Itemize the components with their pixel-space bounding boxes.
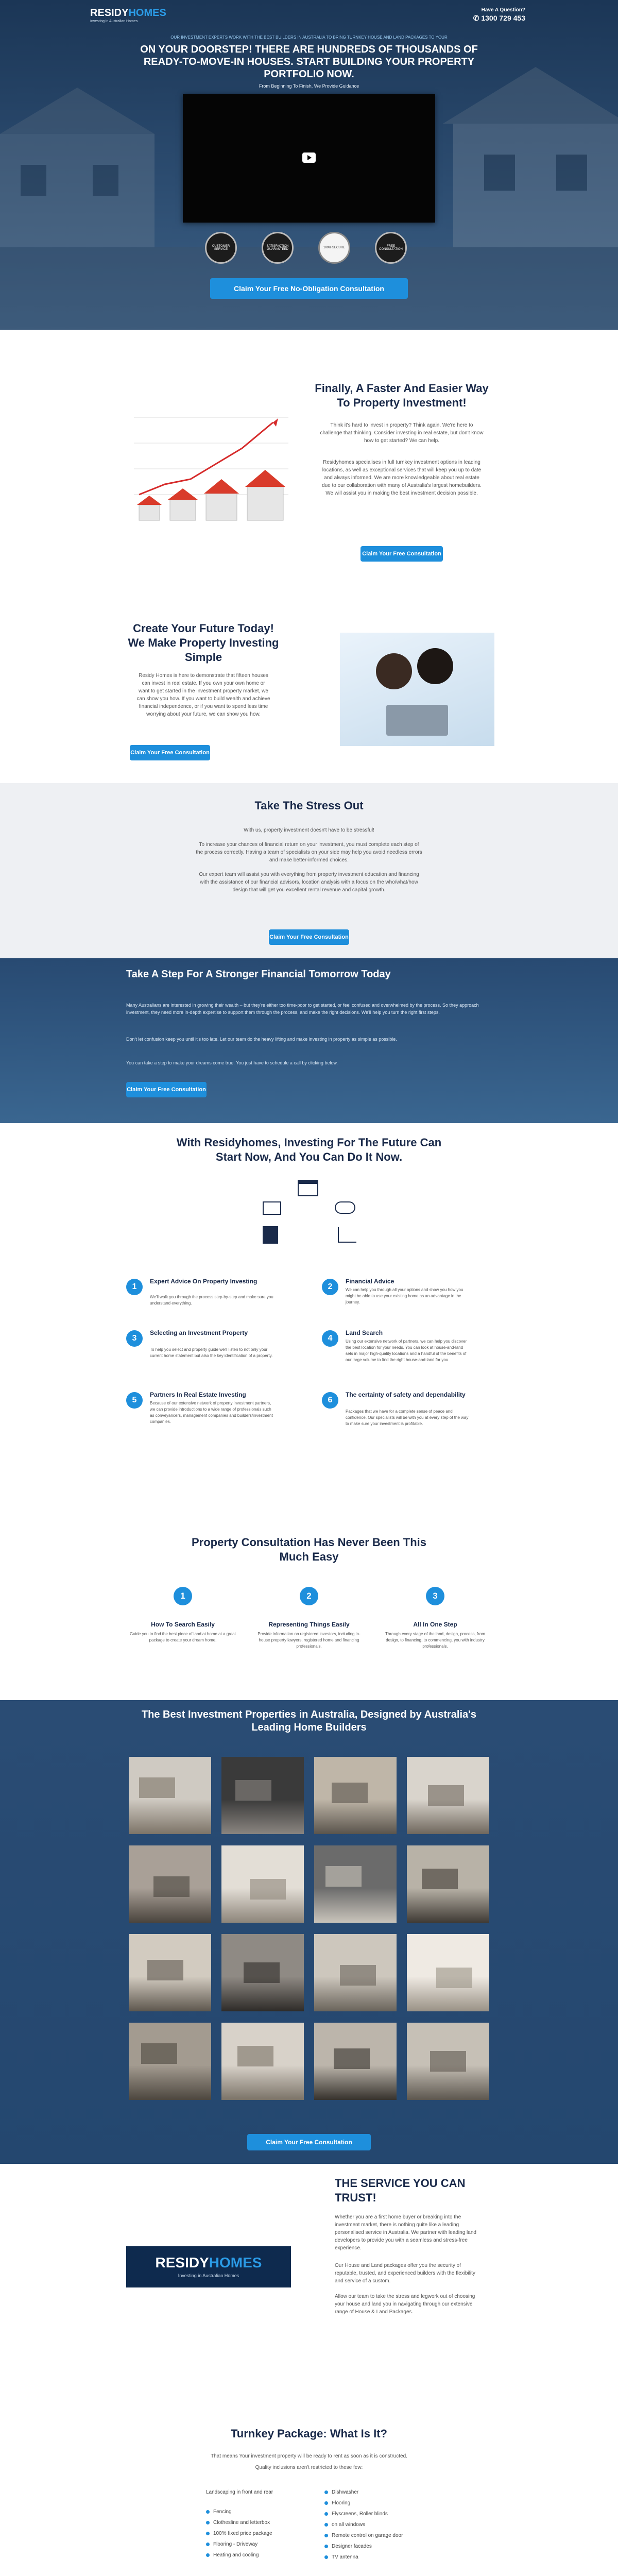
- badge-label: FREE CONSULTATION: [379, 245, 403, 251]
- feature-number-badge: 2: [322, 1279, 338, 1295]
- logo-accent: HOMES: [128, 7, 166, 19]
- photo-detail: [332, 1783, 368, 1803]
- step-section: [0, 958, 618, 1123]
- step-number-badge: 1: [174, 1587, 192, 1605]
- customer-service-badge: [205, 232, 237, 264]
- bullet-icon: [324, 2534, 328, 2537]
- chart-icon: [338, 1227, 356, 1243]
- building-icon: [263, 1226, 278, 1244]
- step-title: Representing Things Easily: [268, 1621, 350, 1628]
- step-title: All In One Step: [413, 1621, 457, 1628]
- step-paragraph-2: Don't let confusion keep you until it's too late. Let our team do the heavy lifting and make investing in property as simple as possible.: [126, 1037, 397, 1042]
- photo-detail: [250, 1879, 286, 1900]
- consult-step-2: [252, 1587, 366, 1650]
- inclusion-item: [206, 2530, 299, 2537]
- trust-paragraph-3: Allow our team to take the stress and legwork out of choosing your house and land you in navigating through our extensive range of House & Land Packages.: [335, 2294, 475, 2315]
- feature-title: The certainty of safety and dependability: [346, 1391, 466, 1398]
- faster-cta-button[interactable]: Claim Your Free Consultation: [360, 546, 443, 562]
- person-2: [417, 648, 453, 684]
- photo-detail: [139, 1777, 175, 1798]
- future-cta-button[interactable]: Claim Your Free Consultation: [130, 745, 210, 760]
- turnkey-title: Turnkey Package: What Is It?: [230, 2427, 387, 2440]
- property-photo[interactable]: [407, 1934, 489, 2011]
- trust-logo-banner: [126, 2246, 291, 2287]
- inclusion-item: [324, 2543, 417, 2550]
- growth-chart-houses-image: [124, 402, 299, 536]
- logo-tagline: Investing in Australian Homes: [90, 20, 138, 23]
- feature-5: [126, 1391, 296, 1443]
- person-1: [376, 653, 412, 689]
- inclusion-item: [206, 2540, 299, 2548]
- inclusion-item: [324, 2532, 417, 2539]
- bullet-icon: [206, 2553, 210, 2557]
- badge-label: SATISFACTION GUARANTEED: [266, 245, 289, 251]
- feature-number-badge: 4: [322, 1330, 338, 1347]
- turnkey-paragraph-1: That means Your investment property will be ready to rent as soon as it is constructed.: [211, 2453, 407, 2459]
- trust-logo-tagline: Investing in Australian Homes: [178, 2273, 239, 2278]
- property-photo[interactable]: [129, 1845, 211, 1923]
- property-photo[interactable]: [314, 2023, 397, 2100]
- inclusion-item: [324, 2499, 417, 2507]
- inclusion-item: [206, 2519, 299, 2527]
- inclusion-label: Flooring - Driveway: [213, 2541, 258, 2547]
- step-paragraph-3: You can take a step to make your dreams come true. You just have to schedule a call by clicking below.: [126, 1060, 338, 1065]
- inclusion-label: TV antenna: [332, 2554, 358, 2560]
- step-text: Through every stage of the land, design, process, from design, to financing, to commencing, you with industry professionals.: [385, 1632, 485, 1649]
- why-title: With Residyhomes, Investing For The Future Can Start Now, And You Can Do It Now.: [176, 1136, 442, 1163]
- faster-section: [0, 330, 618, 618]
- feature-number-badge: 6: [322, 1392, 338, 1409]
- inclusion-label: Dishwasher: [332, 2489, 359, 2495]
- feature-number-badge: 3: [126, 1330, 143, 1347]
- bullet-icon: [324, 2490, 328, 2494]
- property-photo[interactable]: [407, 1845, 489, 1923]
- bullet-icon: [324, 2501, 328, 2505]
- feature-2: [322, 1278, 492, 1324]
- photo-detail: [430, 2051, 466, 2072]
- photo-detail: [428, 1785, 464, 1806]
- gallery-grid: [129, 1757, 489, 2107]
- feature-1: [126, 1278, 296, 1324]
- inclusions-left: [206, 2508, 299, 2562]
- photo-detail: [244, 1962, 280, 1983]
- stress-paragraph-2: To increase your chances of financial return on your investment, you must complete each step of the process correctly. Having a team of specialists on your side may help you avoid needless errors and make better-informed choices.: [196, 842, 422, 863]
- step-number-badge: 3: [426, 1587, 444, 1605]
- house-icon: [263, 1201, 281, 1215]
- bullet-icon: [324, 2545, 328, 2548]
- laptop: [386, 705, 448, 736]
- play-icon[interactable]: [302, 152, 316, 163]
- property-photo[interactable]: [314, 1845, 397, 1923]
- photo-detail: [235, 1780, 271, 1801]
- trust-logo-accent: HOMES: [209, 2255, 262, 2270]
- photo-detail: [325, 1866, 362, 1887]
- property-photo[interactable]: [221, 1757, 304, 1834]
- step-text: Provide information on registered investors, including in-house property lawyers, registered home and financing professionals.: [258, 1632, 360, 1649]
- inclusion-label: Flyscreens, Roller blinds: [332, 2511, 388, 2517]
- gallery-title: The Best Investment Properties in Australia, Designed by Australia's Leading Home Builders: [141, 1709, 477, 1733]
- feature-text: Packages that we have for a complete sense of peace and confidence. Our specialists will be with you at every step of the way to make sure your investment is profitable.: [346, 1409, 469, 1426]
- why-section: [0, 1123, 618, 1525]
- logo-main: RESIDY: [90, 7, 129, 19]
- inclusion-label: Heating and cooling: [213, 2552, 259, 2558]
- feature-text: We'll walk you through the process step-by-step and make sure you understand everything.: [150, 1295, 273, 1306]
- consult-step-1: [126, 1587, 239, 1643]
- photo-detail: [141, 2043, 177, 2064]
- stress-section: [0, 783, 618, 958]
- feature-3: [126, 1329, 296, 1381]
- feature-title: Financial Advice: [346, 1278, 394, 1285]
- feature-title: Partners In Real Estate Investing: [150, 1391, 246, 1398]
- photo-detail: [334, 2048, 370, 2069]
- inclusion-label: 100% fixed price package: [213, 2531, 272, 2536]
- photo-detail: [422, 1869, 458, 1889]
- secure-badge: [318, 232, 350, 264]
- future-section: [0, 618, 618, 783]
- photo-detail: [237, 2046, 273, 2066]
- inclusion-label: Clothesline and letterbox: [213, 2520, 270, 2526]
- feature-text: To help you select and property guide we'll listen to not only your current home statement but also the key identification of a property.: [150, 1347, 273, 1358]
- bank-icon: [298, 1180, 318, 1196]
- stress-paragraph-3: Our expert team will assist you with everything from property investment education and financing with the assistance of our financial advisors, location analysis with a focus on the who/what/how design that will get you excellent rental revenue and capital growth.: [199, 872, 419, 893]
- stress-paragraph-1: With us, property investment doesn't have to be stressful!: [244, 827, 374, 833]
- turnkey-intro: Landscaping in front and rear: [206, 2489, 273, 2495]
- trust-paragraph-2: Our House and Land packages offer you the security of reputable, trusted, and experienced builders with the flexibility and service of a custom.: [335, 2263, 475, 2284]
- free-consultation-badge: [375, 232, 407, 264]
- hero-eyebrow: OUR INVESTMENT EXPERTS WORK WITH THE BEST BUILDERS IN AUSTRALIA TO BRING TURNKEY HOUSE AND LAND PACKAGES TO YOUR: [170, 35, 448, 40]
- trust-section: [0, 2164, 618, 2421]
- inclusion-item: [206, 2551, 299, 2559]
- inclusions-right: [324, 2488, 417, 2564]
- inclusion-item: [324, 2488, 417, 2496]
- feature-text: Using our extensive network of partners, we can help you discover the best location for your needs. You can look at house-and-land sets in major high-quality locations and a handful of the benefits of our large volume to find the right house-and-land for you.: [346, 1339, 467, 1362]
- property-photo[interactable]: [407, 2023, 489, 2100]
- inclusion-label: Flooring: [332, 2500, 351, 2506]
- property-photo[interactable]: [407, 1757, 489, 1834]
- consult-title: Property Consultation Has Never Been This Much Easy: [192, 1536, 426, 1563]
- bullet-icon: [206, 2510, 210, 2514]
- step-paragraph-1: Many Australians are interested in growing their wealth – but they're either too time-poor to get started, or feel confused and overwhelmed by the process. So they approach investment, they need more in-depth expertise to support them through the process, and make the right decisions. We'll help you turn the right first steps.: [126, 1003, 479, 1015]
- badge-label: CUSTOMER SERVICE: [212, 245, 230, 251]
- bullet-icon: [324, 2555, 328, 2559]
- future-paragraph: Residy Homes is here to demonstrate that fifteen houses can invest in real estate. If you own your own home or want to get started in the investment property market, we can show you how. If you want to build wealth and achieve financial independence, or if you want to spend less time worrying about your future, we can show you how.: [136, 673, 270, 717]
- bullet-icon: [324, 2523, 328, 2527]
- inclusion-item: [324, 2510, 417, 2518]
- inclusion-label: Designer facades: [332, 2544, 372, 2549]
- bullet-icon: [206, 2521, 210, 2524]
- hero-headline: ON YOUR DOORSTEP! THERE ARE HUNDREDS OF THOUSANDS OF READY-TO-MOVE-IN HOUSES. START BUILDING YOUR PROPERTY PORTFOLIO NOW.: [140, 44, 478, 80]
- badge-label: 100% SECURE: [323, 246, 346, 249]
- step-title: How To Search Easily: [151, 1621, 215, 1628]
- satisfaction-badge: [262, 232, 294, 264]
- gallery-section: [0, 1700, 618, 2164]
- feature-title: Land Search: [346, 1329, 383, 1336]
- hero-section: [0, 0, 618, 330]
- hero-subhead: From Beginning To Finish, We Provide Guidance: [259, 83, 359, 89]
- contact-block: [473, 7, 525, 23]
- feature-text: We can help you through all your options and show you how you might be able to use your existing home as an advantage in the journey.: [346, 1287, 464, 1304]
- bullet-icon: [324, 2512, 328, 2516]
- property-photo[interactable]: [129, 1934, 211, 2011]
- badges-row: [196, 229, 422, 265]
- feature-number-badge: 5: [126, 1392, 143, 1409]
- step-text: Guide you to find the best piece of land at home at a great package to create your dream home.: [130, 1632, 236, 1642]
- faster-paragraph-2: Residyhomes specialises in full turnkey investment options in leading locations, as well as exceptional services that will keep you up to date and always informed. We are more knowledgeable about real estate due to our collaboration with many of Australia's largest homebuilders. We will assist you in making the best investment decision possible.: [322, 460, 482, 496]
- property-photo[interactable]: [221, 1934, 304, 2011]
- feature-6: [322, 1391, 492, 1443]
- property-photo[interactable]: [314, 1934, 397, 2011]
- stress-title: Take The Stress Out: [254, 799, 364, 812]
- consultation-section: [0, 1525, 618, 1700]
- photo-detail: [340, 1965, 376, 1986]
- photo-detail: [436, 1968, 472, 1988]
- trust-paragraph-1: Whether you are a first home buyer or breaking into the investment market, there is nothing quite like a leading personalised service in Australia. We partner with leading land developers to provide you with a seamless and stress-free experience.: [335, 2214, 476, 2251]
- future-title: Create Your Future Today! We Make Property Investing Simple: [128, 622, 279, 664]
- phone-link[interactable]: ✆ 1300 729 453: [473, 14, 525, 22]
- inclusion-label: Fencing: [213, 2509, 232, 2515]
- feature-number-badge: 1: [126, 1279, 143, 1295]
- property-photo[interactable]: [221, 2023, 304, 2100]
- question-label: Have A Question?: [481, 7, 525, 13]
- turnkey-paragraph-2: Quality inclusions aren't restricted to these few:: [255, 2465, 363, 2470]
- feature-title: Expert Advice On Property Investing: [150, 1278, 258, 1285]
- inclusion-item: [206, 2508, 299, 2516]
- step-title: Take A Step For A Stronger Financial Tomorrow Today: [126, 969, 391, 980]
- photo-detail: [147, 1960, 183, 1980]
- inclusion-item: [324, 2521, 417, 2529]
- property-photo[interactable]: [129, 2023, 211, 2100]
- trust-title: THE SERVICE YOU CAN TRUST!: [335, 2177, 466, 2204]
- property-photo[interactable]: [221, 1845, 304, 1923]
- couple-laptop-photo: [340, 633, 494, 746]
- inclusion-label: Remote control on garage door: [332, 2533, 403, 2538]
- logo[interactable]: [90, 7, 166, 23]
- trust-logo-main: RESIDY: [155, 2255, 209, 2270]
- property-photo[interactable]: [314, 1757, 397, 1834]
- photo-detail: [153, 1876, 190, 1897]
- service-icons: [247, 1180, 371, 1247]
- consult-step-3: [379, 1587, 492, 1650]
- inclusion-item: [324, 2553, 417, 2561]
- hero-cta-button[interactable]: Claim Your Free No-Obligation Consultation: [210, 278, 408, 299]
- step-cta-button[interactable]: Claim Your Free Consultation: [126, 1082, 207, 1097]
- turnkey-section: [0, 2421, 618, 2576]
- feature-title: Selecting an Investment Property: [150, 1329, 248, 1336]
- stress-cta-button[interactable]: Claim Your Free Consultation: [269, 929, 349, 945]
- property-photo[interactable]: [129, 1757, 211, 1834]
- bullet-icon: [206, 2543, 210, 2546]
- gallery-cta-button[interactable]: Claim Your Free Consultation: [247, 2134, 371, 2150]
- inclusion-label: on all windows: [332, 2522, 366, 2528]
- video-player[interactable]: [183, 94, 435, 223]
- bullet-icon: [206, 2532, 210, 2535]
- faster-paragraph-1: Think it's hard to invest in property? Think again. We're here to challenge that thinking. Consider investing in real estate, but don't know how to get started? We can help.: [320, 422, 484, 444]
- feature-text: Because of our extensive network of property investment partners, we can provide introductions to a wide range of professionals such as conveyancers, management companies and builders/investment companies.: [150, 1401, 273, 1424]
- faster-title: Finally, A Faster And Easier Way To Property Investment!: [315, 382, 489, 409]
- step-number-badge: 2: [300, 1587, 318, 1605]
- handshake-icon: [335, 1201, 355, 1214]
- feature-4: [322, 1329, 492, 1381]
